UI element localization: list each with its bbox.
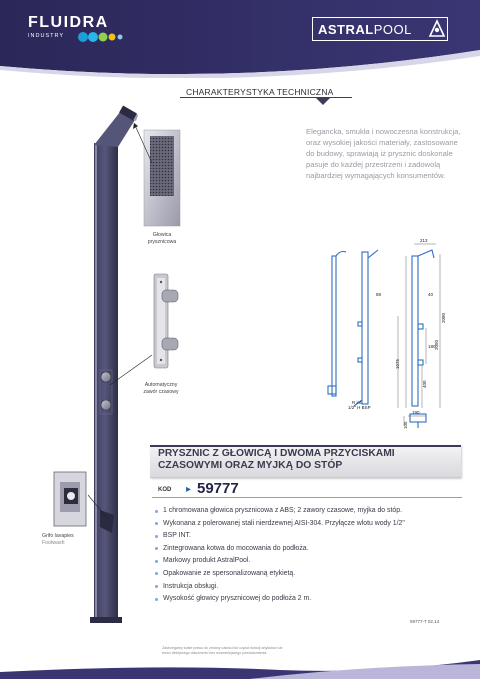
callout-lines (40, 95, 200, 575)
label-footwash-line2: Footwash (42, 539, 65, 546)
title-pointer-icon (316, 98, 330, 105)
list-item: BSP INT. (153, 532, 463, 541)
dim-213: 213 (420, 238, 428, 243)
dim-1075: 1075 (395, 358, 400, 369)
code-divider (152, 497, 462, 498)
dim-40: 40 (428, 292, 434, 297)
list-item: Wysokość głowicy prysznicowej do podłoża 2 m. (153, 595, 463, 604)
list-item: 1 chromowana głowica prysznicowa z ABS; 2 zawory czasowe, myjka do stóp. (153, 507, 463, 516)
label-timer-valve-line2: zawór czasowy (143, 388, 179, 395)
product-description: Elegancka, smukła i nowoczesna konstrukcja, oraz wysokiej jakości materiały, zastosowane do budowy, sprawiają iż prysznic doskonale pasuje do każdej przestrzeni i zadowolą najbardziej wymagających konsumentów. (306, 127, 461, 180)
footer-disclaimer: Zastrzegamy sobie prawo do zmiany całości lub części funkcji artykułów lub treści niniejszego dokumentu bez wcześniejszego powiadomienia. (162, 646, 283, 655)
code-label: KOD (158, 487, 172, 493)
label-timer-valve-line1: Automatyczny (144, 382, 178, 388)
astralpool-mark-icon (428, 19, 446, 39)
footer-band (0, 660, 480, 679)
code-arrow-icon: ▸ (186, 484, 192, 495)
dim-190: 190 (412, 410, 420, 415)
fluidra-dots-icon (78, 30, 124, 44)
fluidra-logo-text: FLUIDRA (28, 14, 109, 31)
list-item: Zintegrowana kotwa do mocowania do podłoża. (153, 545, 463, 554)
dim-2050: 2050 (434, 339, 439, 350)
label-shower-head-line1: Głowica (152, 232, 172, 238)
list-item: Markowy produkt AstralPool. (153, 557, 463, 566)
dim-105: 105 (403, 421, 408, 429)
label-footwash-line1: Grifo lavapies (42, 533, 74, 539)
product-title: PRYSZNIC Z GŁOWICĄ I DWOMA PRZYCISKAMI CZASOWYMI ORAZ MYJKĄ DO STÓP (158, 448, 395, 471)
code-value: 59777 (197, 480, 239, 497)
document-code: 59777-T 02.14 (410, 619, 440, 624)
astralpool-logo-text: ASTRALPOOL (318, 22, 412, 37)
list-item: Instrukcja obsługi. (153, 583, 463, 592)
dim-connection-2: 1/2" H BSP (348, 405, 371, 410)
technical-drawing (318, 236, 454, 436)
list-item: Wykonana z polerowanej stali nierdzewnej AISI-304. Przyłącze wlotu wody 1/2" (153, 520, 463, 529)
dim-88: 88 (376, 292, 382, 297)
fluidra-industry-text: INDUSTRY (28, 33, 65, 39)
label-shower-head-line2: prysznicowa (147, 238, 177, 245)
dim-180: 180 (428, 344, 436, 349)
feature-list (153, 507, 463, 604)
dim-400: 400 (422, 380, 427, 388)
section-title: CHARAKTERYSTYKA TECHNICZNA (186, 87, 334, 97)
dim-connection-1: R int. (352, 400, 363, 405)
dim-2080: 2080 (441, 312, 446, 323)
list-item: Opakowanie ze spersonalizowaną etykietą. (153, 570, 463, 579)
